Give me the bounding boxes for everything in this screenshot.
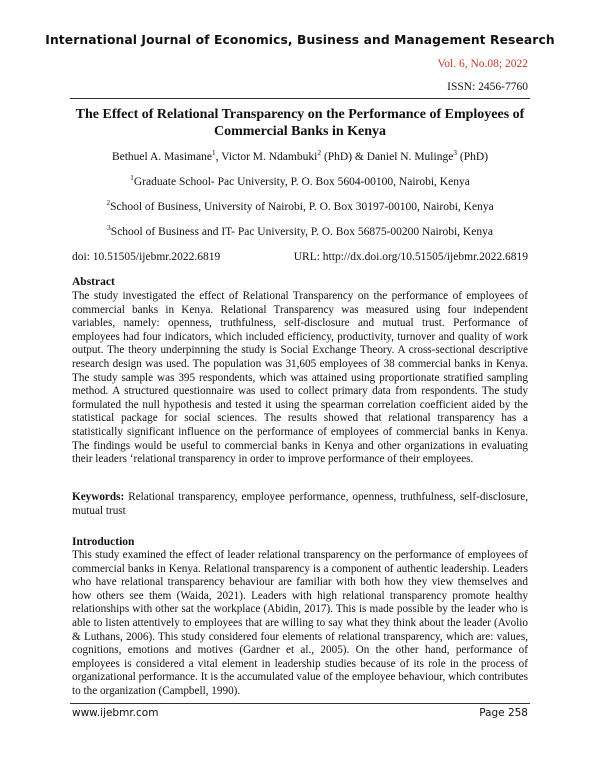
keywords-text: Relational transparency, employee performance, openness, truthfulness, self-disclosure, mutual trust	[72, 491, 528, 517]
footer-divider	[70, 703, 530, 704]
introduction-heading: Introduction	[72, 536, 135, 548]
footer-site[interactable]: www.ijebmr.com	[72, 707, 159, 719]
introduction-text: This study examined the effect of leader relational transparency on the performance of employees of commercial banks in Kenya. Relational transparency is a component of authentic leadership. Leaders who have relational transparency behaviour are familiar with both how they view themselves and how others see them (Waida, 2021). Leaders with high relational transparency promote healthy relationships with other sat the workplace (Abidin, 2017). This is made possible by the leader who is able to listen attentively to employees that are willing to say what they think about the leader (Avolio & Luthans, 2006). This study considered four elements of relational transparency, which are: values, cognitions, emotions and motives (Gardner et al., 2005). On the other hand, performance of employees is considered a vital element in leadership studies because of its role in the process of organizational performance. It is the accumulated value of the employee behaviour, which contributes to the organization (Campbell, 1990).	[72, 549, 528, 697]
author-line: Bethuel A. Masimane$^1$, Victor M. Ndambuki$^2$ (PhD) & Daniel N. Mulinge$^3$ (PhD)	[111, 148, 489, 163]
doi: doi: 10.51505/ijebmr.2022.6819	[72, 251, 221, 263]
abstract-heading: Abstract	[72, 276, 115, 288]
page-number: Page 258	[479, 707, 528, 719]
doi-url[interactable]: URL: http://dx.doi.org/10.51505/ijebmr.2022.6819	[293, 251, 528, 263]
journal-name: International Journal of Economics, Business and Management Research	[45, 33, 555, 47]
author-1: Bethuel A. Masimane	[111, 151, 212, 163]
affiliation-2: $^2$School of Business, University of Nairobi, P. O. Box 30197-00100, Nairobi, Kenya	[106, 198, 494, 213]
author-3: (PhD) & Daniel N. Mulinge	[321, 151, 454, 163]
issn: ISSN: 2456-7760	[447, 81, 528, 93]
affiliation-3: $^3$School of Business and IT- Pac University, P. O. Box 56875-00200 Nairobi, Kenya	[107, 223, 493, 238]
keywords-label: Keywords:	[72, 491, 125, 503]
author-2: , Victor M. Ndambuki	[215, 151, 318, 163]
paper-title: The Effect of Relational Transparency on the Performance of Employees of Commercial Banks in Kenya	[75, 107, 525, 139]
header-divider	[70, 98, 530, 99]
keywords	[72, 491, 528, 518]
volume-issue: Vol. 6, No.08; 2022	[437, 58, 528, 70]
affiliation-1: $^1$Graduate School- Pac University, P. O. Box 5604-00100, Nairobi, Kenya	[130, 173, 470, 188]
abstract-text: The study investigated the effect of Relational Transparency on the performance of employees of commercial banks in Kenya. Relational Transparency was measured using four independent variables, namely: openness, truthfulness, self-disclosure and mutual trust. Performance of employees had four indicators, which included efficiency, productivity, turnover and quality of work output. The theory underpinning the study is Social Exchange Theory. A cross-sectional descriptive research design was used. The population was 31,605 employees of 38 commercial banks in Kenya. The study sample was 395 respondents, which was attained using proportionate stratified sampling method. A structured questionnaire was used to collect primary data from respondents. The study formulated the null hypothesis and tested it using the spearman correlation coefficient aided by the statistical package for social sciences. The results showed that relational transparency has a statistically significant influence on the performance of employees of commercial banks in Kenya. The findings would be useful to commercial banks in Kenya and other organizations in evaluating their leaders ‘relational transparency in order to improve performance of their employees.	[72, 290, 528, 466]
